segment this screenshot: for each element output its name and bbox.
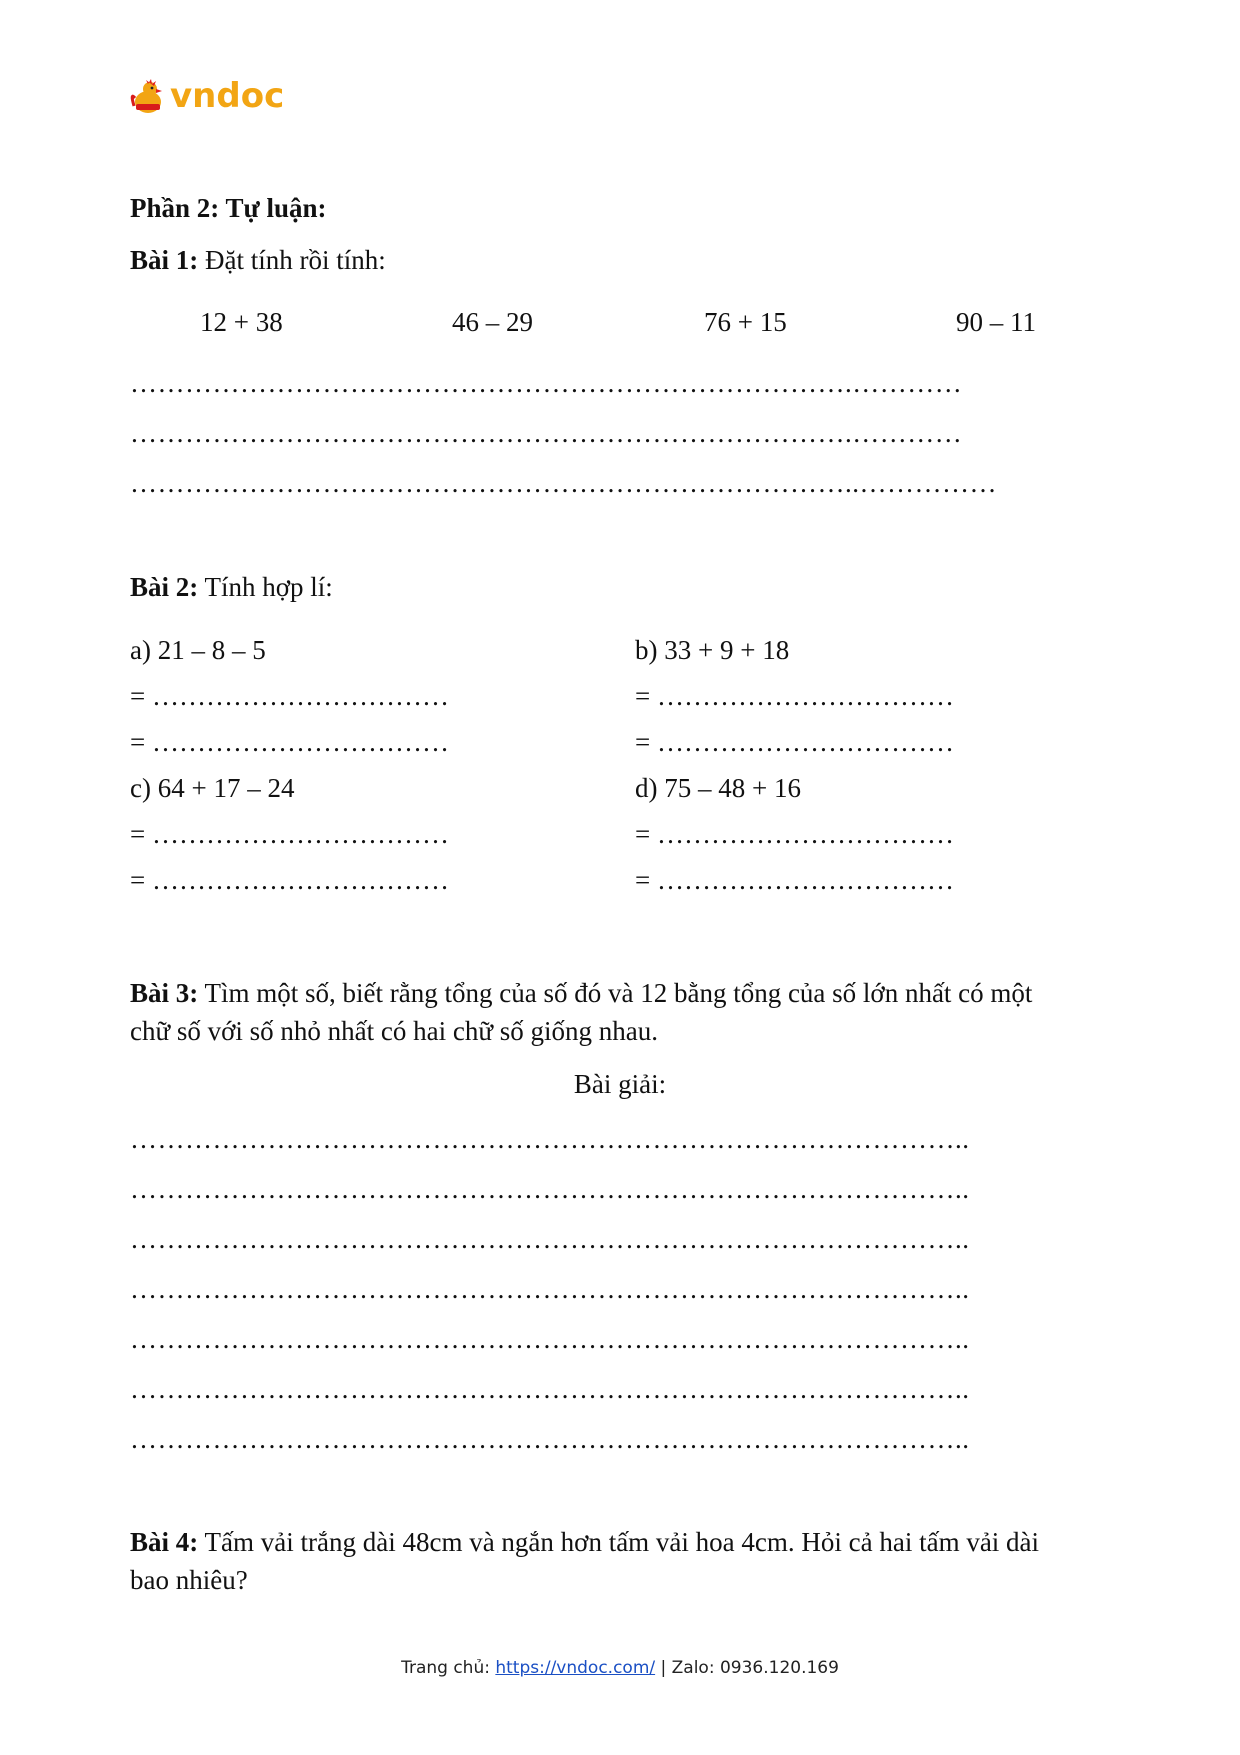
bai2-item-c-line2[interactable]: = …………………………… (130, 865, 449, 895)
bai3-answer-line-7[interactable]: ……………………………………………………………………………….. (130, 1424, 970, 1454)
bai1-problem-3: 76 + 15 (704, 307, 787, 337)
bai2-item-b-line1[interactable]: = …………………………… (635, 681, 954, 711)
bai3-solution-label: Bài giải: (573, 1069, 667, 1099)
bai1-answer-line-2[interactable]: …………………………………………………………………….………… (130, 418, 963, 448)
bai3-heading (130, 977, 1032, 1009)
bai2-item-b-line2[interactable]: = …………………………… (635, 727, 954, 757)
bai2-label: Bài 2: (130, 572, 199, 602)
bai3-answer-line-2[interactable]: ……………………………………………………………………………….. (130, 1174, 970, 1204)
bai2-heading (130, 571, 333, 603)
bai3-answer-line-3[interactable]: ……………………………………………………………………………….. (130, 1224, 970, 1254)
bai2-item-a-line1[interactable]: = …………………………… (130, 681, 449, 711)
bai2-item-a-line2[interactable]: = …………………………… (130, 727, 449, 757)
bai4-text-line1: Tấm vải trắng dài 48cm và ngắn hơn tấm vải hoa 4cm. Hỏi cả hai tấm vải dài (204, 1527, 1040, 1557)
bai2-item-d-line1[interactable]: = …………………………… (635, 819, 954, 849)
bai4-text-line2: bao nhiêu? (130, 1565, 248, 1595)
bai3-label: Bài 3: (130, 978, 199, 1008)
bai3-answer-line-1[interactable]: ……………………………………………………………………………….. (130, 1124, 970, 1154)
bai2-item-d-expr: d) 75 – 48 + 16 (635, 773, 801, 803)
bai2-item-b-expr: b) 33 + 9 + 18 (635, 635, 790, 665)
bai2-text: Tính hợp lí: (204, 572, 333, 602)
bai3-answer-line-5[interactable]: ……………………………………………………………………………….. (130, 1324, 970, 1354)
footer-prefix: Trang chủ: (401, 1658, 496, 1678)
rooster-mascot-icon (130, 76, 166, 116)
footer-zalo: | Zalo: 0936.120.169 (655, 1658, 839, 1678)
bai1-problem-1: 12 + 38 (200, 307, 283, 337)
section-title (130, 192, 327, 224)
bai2-item-a-expr: a) 21 – 8 – 5 (130, 635, 266, 665)
vndoc-logo[interactable] (130, 76, 284, 116)
footer-homepage-link[interactable]: https://vndoc.com/ (495, 1658, 656, 1678)
bai2-item-c-expr: c) 64 + 17 – 24 (130, 773, 295, 803)
section-title-text: Phần 2: Tự luận: (130, 193, 327, 223)
bai4-label: Bài 4: (130, 1527, 199, 1557)
bai1-answer-line-1[interactable]: …………………………………………………………………….………… (130, 368, 963, 398)
bai1-answer-line-3[interactable]: ……………………………………………………………………..…………… (130, 468, 997, 498)
bai1-heading (130, 244, 386, 276)
page-footer (0, 1658, 1240, 1678)
bai3-answer-line-6[interactable]: ……………………………………………………………………………….. (130, 1374, 970, 1404)
logo-text: vndoc (170, 76, 285, 116)
bai2-item-d-line2[interactable]: = …………………………… (635, 865, 954, 895)
bai3-answer-line-4[interactable]: ……………………………………………………………………………….. (130, 1274, 970, 1304)
bai3-text-line1: Tìm một số, biết rằng tổng của số đó và 12 bằng tổng của số lớn nhất có một (204, 978, 1033, 1008)
bai1-problem-2: 46 – 29 (452, 307, 533, 337)
bai1-text: Đặt tính rồi tính: (205, 245, 386, 275)
bai1-label: Bài 1: (130, 245, 199, 275)
bai3-text-line2: chữ số với số nhỏ nhất có hai chữ số giống nhau. (130, 1016, 658, 1046)
bai1-problem-4: 90 – 11 (956, 307, 1036, 337)
bai2-item-c-line1[interactable]: = …………………………… (130, 819, 449, 849)
bai4-heading (130, 1526, 1039, 1558)
